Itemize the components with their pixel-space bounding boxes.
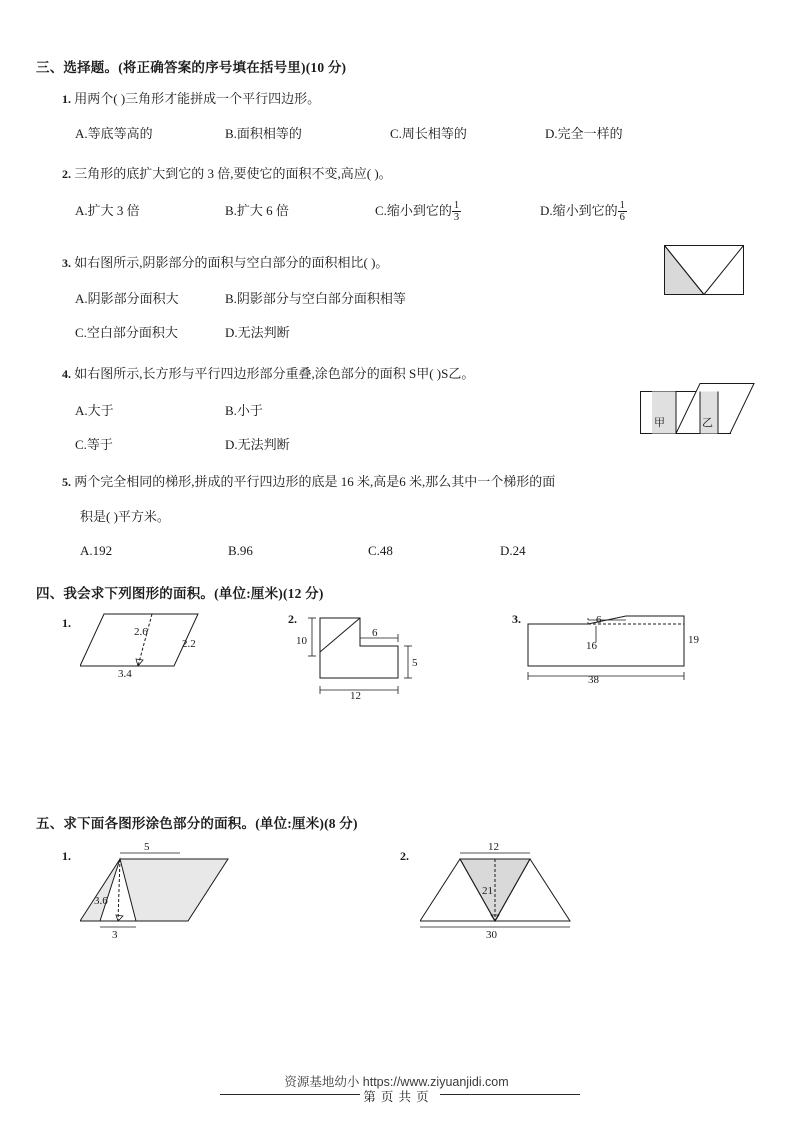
fraction-one-third (452, 200, 461, 223)
question-3-1 (62, 88, 320, 107)
question-3-4 (62, 363, 474, 382)
option-3-1-a[interactable]: A.等底等高的 (75, 126, 153, 141)
section-4-title: 四、我会求下列图形的面积。(单位:厘米)(12 分) (36, 586, 324, 601)
option-3-4-c[interactable]: C.等于 (75, 437, 113, 452)
question-text: 用两个( )三角形才能拼成一个平行四边形。 (74, 91, 321, 106)
option-3-5-d[interactable]: D.24 (500, 543, 526, 558)
figure-5-1-label-5: 5 (144, 841, 150, 853)
question-number: 2. (62, 167, 71, 181)
figure-5-2-label-12: 12 (488, 841, 499, 853)
figure-4-1-label-base: 3.4 (118, 668, 132, 680)
figure-number: 2. (288, 612, 297, 626)
question-number: 3. (62, 256, 71, 270)
fraction-one-sixth (618, 200, 627, 223)
option-3-5-a[interactable]: A.192 (80, 543, 113, 558)
question-text: 如右图所示,长方形与平行四边形部分重叠,涂色部分的面积 S甲( )S乙。 (74, 366, 475, 381)
option-3-2-b[interactable]: B.扩大 6 倍 (225, 203, 289, 218)
option-3-4-a[interactable]: A.大于 (75, 403, 114, 418)
option-3-3-b[interactable]: B.阴影部分与空白部分面积相等 (225, 291, 406, 306)
figure-number: 3. (512, 612, 521, 626)
fraction-denominator: 3 (453, 211, 460, 223)
question-3-3 (62, 252, 388, 271)
option-3-2-c[interactable] (375, 200, 461, 224)
figure-4-3-label-6: 6 (596, 614, 602, 626)
figure-number: 2. (400, 849, 409, 863)
figure-4-3-label-38: 38 (588, 674, 599, 686)
fraction-numerator: 1 (619, 199, 625, 211)
figure-4-3-label-16: 16 (586, 640, 597, 652)
figure-5-1-label-3: 3 (112, 929, 118, 941)
option-3-3-c[interactable]: C.空白部分面积大 (75, 325, 178, 340)
figure-label-yi: 乙 (702, 417, 713, 429)
figure-4-2-label-6: 6 (372, 627, 378, 639)
option-3-2-d[interactable] (540, 200, 627, 224)
question-number: 4. (62, 367, 71, 381)
figure-4-1-label-height: 2.6 (134, 626, 148, 638)
section-5-title: 五、求下面各图形涂色部分的面积。(单位:厘米)(8 分) (36, 816, 358, 831)
option-3-5-b[interactable]: B.96 (228, 543, 253, 558)
figure-question-3-4 (640, 383, 755, 441)
option-3-4-b[interactable]: B.小于 (225, 403, 263, 418)
option-3-5-c[interactable]: C.48 (368, 543, 393, 558)
question-text: 两个完全相同的梯形,拼成的平行四边形的底是 16 米,高是6 米,那么其中一个梯形的面 (74, 474, 556, 489)
option-3-1-c[interactable]: C.周长相等的 (390, 126, 467, 141)
question-3-2 (62, 163, 392, 182)
option-3-1-b[interactable]: B.面积相等的 (225, 126, 302, 141)
figure-5-1-label-3-6: 3.6 (94, 895, 108, 907)
figure-label-jia: 甲 (654, 417, 665, 429)
option-label: D.缩小到它的 (540, 203, 618, 218)
figure-4-2-label-5: 5 (412, 657, 418, 669)
option-3-2-a[interactable]: A.扩大 3 倍 (75, 203, 140, 218)
figure-4-2-label-12: 12 (350, 690, 361, 702)
option-3-3-a[interactable]: A.阴影部分面积大 (75, 291, 179, 306)
figure-number: 1. (62, 849, 71, 863)
section-3-title: 三、选择题。(将正确答案的序号填在括号里)(10 分) (36, 60, 347, 75)
option-label: C.缩小到它的 (375, 203, 452, 218)
figure-number: 1. (62, 616, 71, 630)
fraction-denominator: 6 (619, 211, 625, 223)
footer-watermark: 资源基地幼小 https://www.ziyuanjidi.com (284, 1075, 509, 1089)
question-3-5-cont: 积是( )平方米。 (80, 509, 170, 524)
option-3-1-d[interactable]: D.完全一样的 (545, 126, 623, 141)
question-3-5 (62, 471, 555, 490)
question-text: 三角形的底扩大到它的 3 倍,要使它的面积不变,高应( )。 (74, 166, 392, 181)
figure-5-2-label-30: 30 (486, 929, 497, 941)
option-3-4-d[interactable]: D.无法判断 (225, 437, 290, 452)
footer-page-number: 第 页 共 页 (363, 1090, 430, 1104)
option-3-3-d[interactable]: D.无法判断 (225, 325, 290, 340)
figure-5-2-label-21: 21 (482, 885, 493, 897)
fraction-numerator: 1 (453, 199, 460, 211)
figure-question-3-3 (664, 245, 744, 295)
question-text: 如右图所示,阴影部分的面积与空白部分的面积相比( )。 (74, 255, 389, 270)
question-number: 5. (62, 475, 71, 489)
figure-4-1-label-side: 2.2 (182, 638, 196, 650)
figure-4-2-label-10: 10 (296, 635, 307, 647)
question-number: 1. (62, 92, 71, 106)
figure-4-3-label-19: 19 (688, 634, 699, 646)
